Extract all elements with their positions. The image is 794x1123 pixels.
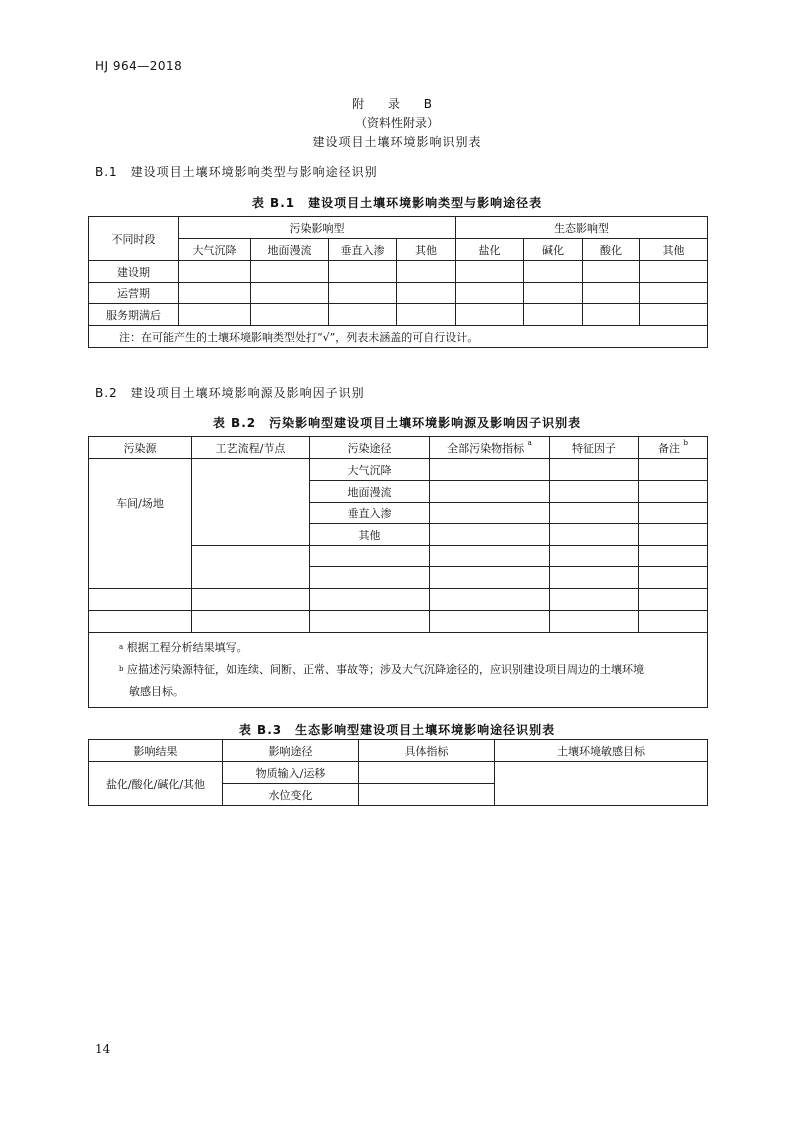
- pollution-source-cell: [89, 459, 192, 589]
- cell: [640, 261, 708, 283]
- cell: [550, 459, 639, 481]
- cell: [179, 283, 251, 304]
- footnote-marker-b: b: [119, 665, 124, 673]
- cell: [639, 546, 708, 567]
- pollution-source: 车间/场地: [116, 496, 164, 510]
- cell: [639, 503, 708, 524]
- col-header: 其他: [397, 239, 456, 261]
- cell: [583, 304, 640, 326]
- group-header-eco: 生态影响型: [456, 217, 708, 239]
- footnote-a-text: 根据工程分析结果填写。: [126, 641, 248, 654]
- cell: [359, 762, 495, 784]
- col-header: 垂直入渗: [329, 239, 397, 261]
- cell: [430, 589, 550, 611]
- section-b1-title: B.1 建设项目土壤环境影响类型与影响途径识别: [95, 165, 378, 179]
- cell: [310, 567, 430, 589]
- cell: [550, 503, 639, 524]
- pathway-cell: 大气沉降: [310, 459, 430, 481]
- cell: [639, 524, 708, 546]
- cell: [456, 304, 524, 326]
- footnote-marker-b: b: [683, 438, 688, 447]
- row-header: 建设期: [89, 261, 179, 283]
- cell: [329, 304, 397, 326]
- appendix-title: 附 录 B: [352, 97, 442, 111]
- table-b2: [88, 436, 708, 708]
- cell: [329, 283, 397, 304]
- cell: [456, 261, 524, 283]
- pathway-cell: 其他: [310, 524, 430, 546]
- cell: [310, 611, 430, 633]
- cell: [550, 524, 639, 546]
- table-row: [89, 589, 708, 611]
- table-b1-note: 注：在可能产生的土壤环境影响类型处打“√”，列表未涵盖的可自行设计。: [89, 326, 708, 348]
- col-header: 大气沉降: [179, 239, 251, 261]
- col-header: 污染途径: [310, 437, 430, 459]
- cell: [192, 611, 310, 633]
- cell: [179, 261, 251, 283]
- cell: [192, 589, 310, 611]
- table-row: [89, 304, 708, 326]
- table-row: [89, 611, 708, 633]
- col-header: 具体指标: [359, 740, 495, 762]
- footnote-a: [119, 637, 693, 659]
- cell: [550, 546, 639, 567]
- cell: [550, 589, 639, 611]
- table-row: [89, 459, 708, 481]
- col-header: 碱化: [524, 239, 583, 261]
- footnote-marker-a: a: [119, 643, 124, 651]
- cell: [524, 283, 583, 304]
- table-b3: [88, 739, 708, 806]
- cell: [639, 567, 708, 589]
- table-b1-caption: 表 B.1 建设项目土壤环境影响类型与影响途径表: [251, 196, 543, 210]
- col-header: 盐化: [456, 239, 524, 261]
- col-header: [430, 437, 550, 459]
- footnote-marker-a: a: [527, 438, 532, 447]
- col-header: 其他: [640, 239, 708, 261]
- cell: [251, 304, 329, 326]
- cell: [192, 546, 310, 589]
- pathway-cell: 物质输入/运移: [223, 762, 359, 784]
- cell: [397, 304, 456, 326]
- impact-result: 盐化/酸化/碱化/其他: [89, 762, 223, 806]
- table-b2-caption: 表 B.2 污染影响型建设项目土壤环境影响源及影响因子识别表: [212, 416, 582, 430]
- col-header-period: 不同时段: [89, 217, 179, 261]
- col-header-label: 全部污染物指标: [447, 441, 525, 455]
- table-b3-caption: 表 B.3 生态影响型建设项目土壤环境影响途径识别表: [238, 723, 556, 737]
- cell: [89, 611, 192, 633]
- table-b1: [88, 216, 708, 348]
- col-header: 污染源: [89, 437, 192, 459]
- col-header: 地面漫流: [251, 239, 329, 261]
- cell: [329, 261, 397, 283]
- col-header: 酸化: [583, 239, 640, 261]
- row-header: 服务期满后: [89, 304, 179, 326]
- cell: [495, 762, 708, 806]
- cell: [397, 261, 456, 283]
- col-header: 特征因子: [550, 437, 639, 459]
- cell: [430, 524, 550, 546]
- cell: [639, 589, 708, 611]
- cell: [640, 304, 708, 326]
- cell: [397, 283, 456, 304]
- table-b2-footnotes: [89, 633, 708, 708]
- cell: [430, 546, 550, 567]
- cell: [583, 283, 640, 304]
- cell: [524, 304, 583, 326]
- cell: [639, 459, 708, 481]
- cell: [550, 611, 639, 633]
- appendix-heading: 建设项目土壤环境影响识别表: [312, 135, 482, 149]
- cell: [359, 784, 495, 806]
- cell: [430, 459, 550, 481]
- col-header: 土壤环境敏感目标: [495, 740, 708, 762]
- cell: [639, 611, 708, 633]
- cell: [310, 546, 430, 567]
- pathway-cell: 水位变化: [223, 784, 359, 806]
- footnote-b-continued: 敏感目标。: [129, 685, 184, 698]
- col-header: 影响结果: [89, 740, 223, 762]
- table-row: [89, 283, 708, 304]
- cell: [310, 589, 430, 611]
- cell: [430, 503, 550, 524]
- cell: [639, 481, 708, 503]
- col-header: 工艺流程/节点: [192, 437, 310, 459]
- section-b2-title: B.2 建设项目土壤环境影响源及影响因子识别: [95, 386, 365, 400]
- table-row: [89, 762, 708, 784]
- cell: [583, 261, 640, 283]
- appendix-subtitle: （资料性附录）: [354, 116, 439, 130]
- cell: [430, 567, 550, 589]
- footnote-b-text: 应描述污染源特征，如连续、间断、正常、事故等；涉及大气沉降途径的，应识别建设项目周边的土壤环境: [126, 663, 644, 676]
- cell: [179, 304, 251, 326]
- cell: [524, 261, 583, 283]
- cell: [251, 261, 329, 283]
- cell: [550, 481, 639, 503]
- cell: [430, 611, 550, 633]
- cell: [251, 283, 329, 304]
- cell: [430, 481, 550, 503]
- row-header: 运营期: [89, 283, 179, 304]
- cell: [192, 459, 310, 546]
- col-header: [639, 437, 708, 459]
- cell: [456, 283, 524, 304]
- doc-code: HJ 964—2018: [95, 59, 183, 73]
- cell: [89, 589, 192, 611]
- cell: [640, 283, 708, 304]
- pathway-cell: 垂直入渗: [310, 503, 430, 524]
- col-header: 影响途径: [223, 740, 359, 762]
- footnote-b: [119, 659, 693, 681]
- col-header-label: 备注: [658, 441, 680, 455]
- pathway-cell: 地面漫流: [310, 481, 430, 503]
- table-row: [89, 261, 708, 283]
- page-number: 14: [95, 1042, 111, 1056]
- cell: [550, 567, 639, 589]
- group-header-pollution: 污染影响型: [179, 217, 456, 239]
